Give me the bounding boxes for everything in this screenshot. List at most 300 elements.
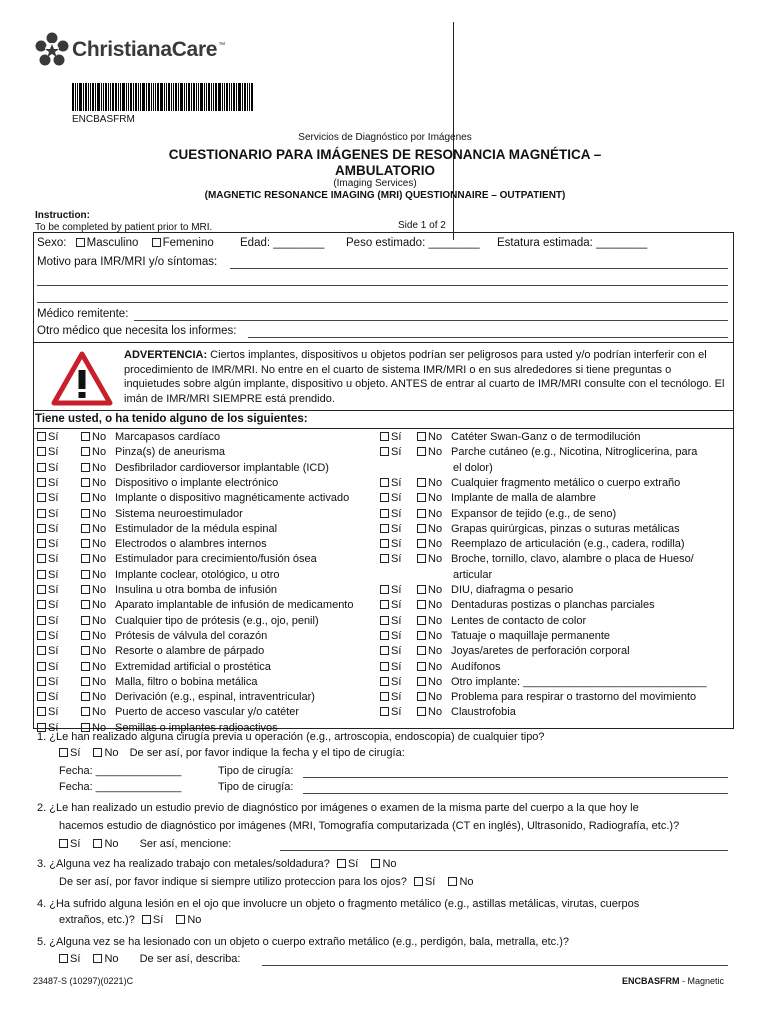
femenino-checkbox[interactable]	[152, 238, 161, 247]
no-checkbox[interactable]	[417, 677, 426, 686]
barcode-bar	[224, 83, 225, 111]
yes-label: Sí	[48, 538, 59, 551]
item-label: Derivación (e.g., espinal, intraventricular)	[115, 691, 315, 704]
q4-text: extraños, etc.)?	[59, 914, 135, 926]
no-checkbox[interactable]	[81, 493, 90, 502]
barcode-bar	[85, 83, 87, 111]
item-label: Catéter Swan-Ganz o de termodilución	[451, 431, 641, 443]
yes-checkbox[interactable]	[380, 524, 389, 533]
sex-label: Sexo:	[37, 237, 67, 249]
barcode-bar	[178, 83, 179, 111]
barcode-bar	[79, 83, 82, 111]
barcode-bar	[105, 83, 107, 111]
question-5-answer	[59, 953, 240, 965]
q3b-yes-checkbox[interactable]	[414, 877, 423, 886]
checklist-item	[37, 477, 278, 491]
item-label: Electrodos o alambres internos	[115, 538, 267, 551]
no-label: No	[92, 476, 107, 489]
no-label: No	[92, 660, 107, 673]
no-label: No	[92, 538, 107, 551]
yes-checkbox[interactable]	[380, 662, 389, 671]
no-label: No	[92, 675, 107, 688]
yes-label: Sí	[391, 629, 402, 642]
q1-no-label: No	[104, 747, 119, 759]
item-label: DIU, diafragma o pesario	[451, 584, 574, 596]
question-5: 5. ¿Alguna vez se ha lesionado con un objeto o cuerpo extraño metálico (e.g., perdigón, bala, metralla, etc.)?	[37, 936, 569, 948]
item-label: Grapas quirúrgicas, pinzas o suturas metálicas	[451, 522, 680, 535]
item-label: Sistema neuroestimulador	[115, 507, 243, 520]
no-checkbox[interactable]	[81, 554, 90, 563]
yes-label: Sí	[391, 492, 402, 505]
yes-checkbox[interactable]	[380, 677, 389, 686]
yes-checkbox[interactable]	[37, 585, 46, 594]
no-checkbox[interactable]	[417, 662, 426, 671]
no-label: No	[92, 568, 107, 581]
checklist-item	[380, 508, 616, 522]
checklist-item	[37, 676, 257, 690]
other-physician-field[interactable]	[248, 337, 728, 338]
no-label: No	[428, 522, 443, 535]
item-label: Puerto de acceso vascular y/o catéter	[115, 706, 300, 719]
question-4-line1: 4. ¿Ha sufrido alguna lesión en el ojo que involucre un objeto o fragmento metálico (e.g., astillas metálicas, virutas, cuerpos	[37, 898, 640, 910]
yes-checkbox[interactable]	[37, 646, 46, 655]
item-label: Parche cutáneo (e.g., Nicotina, Nitroglicerina, para	[451, 446, 698, 459]
q3b-yes-label: Sí	[424, 876, 436, 888]
checklist-item	[37, 584, 277, 598]
barcode-bar	[166, 83, 167, 111]
yes-checkbox[interactable]	[380, 631, 389, 640]
item-label: Reemplazo de articulación (e.g., cadera, rodilla)	[451, 538, 685, 551]
no-checkbox[interactable]	[417, 585, 426, 594]
yes-label: Sí	[391, 691, 402, 704]
yes-checkbox[interactable]	[380, 692, 389, 701]
surgery-type-field-2[interactable]	[303, 793, 728, 794]
reason-line-2[interactable]	[37, 285, 728, 286]
yes-checkbox[interactable]	[37, 692, 46, 701]
yes-checkbox[interactable]	[37, 539, 46, 548]
no-label: No	[428, 675, 443, 688]
no-label: No	[428, 492, 443, 505]
q5-describe-field[interactable]	[262, 965, 728, 966]
yes-checkbox[interactable]	[37, 432, 46, 441]
yes-label: Sí	[48, 553, 59, 566]
yes-checkbox[interactable]	[380, 707, 389, 716]
yes-checkbox[interactable]	[37, 554, 46, 563]
side-indicator: Side 1 of 2	[398, 220, 446, 231]
checklist-item	[380, 538, 685, 552]
item-label: Aparato implantable de infusión de medicamento	[115, 599, 354, 612]
surgery-type-label-1: Tipo de cirugía:	[218, 765, 294, 777]
q2-yes-checkbox[interactable]	[59, 839, 68, 848]
yes-label: Sí	[48, 492, 59, 505]
yes-label: Sí	[391, 599, 402, 612]
no-checkbox[interactable]	[417, 707, 426, 716]
item-label: Lentes de contacto de color	[451, 614, 587, 627]
barcode-bar	[233, 83, 235, 111]
yes-label: Sí	[48, 691, 59, 704]
question-1: 1. ¿Le han realizado alguna cirugía previa u operación (e.g., artroscopia, endoscopia) de cualquier tipo?	[37, 731, 545, 743]
no-checkbox[interactable]	[81, 707, 90, 716]
warning-text	[124, 348, 729, 406]
no-label: No	[428, 446, 443, 459]
barcode-bar	[101, 83, 102, 111]
yes-checkbox[interactable]	[37, 463, 46, 472]
barcode-bar	[168, 83, 170, 111]
barcode-bar	[204, 83, 205, 111]
q4-yes-label: Sí	[152, 914, 164, 926]
checklist-item	[380, 630, 610, 644]
no-label: No	[428, 629, 443, 642]
barcode-bar	[188, 83, 190, 111]
no-label: No	[92, 645, 107, 658]
barcode-bar	[249, 83, 250, 111]
yes-checkbox[interactable]	[380, 478, 389, 487]
item-label: Cualquier fragmento metálico o cuerpo extraño	[451, 476, 681, 489]
height-field[interactable]: Estatura estimada: ________	[497, 237, 648, 249]
no-checkbox[interactable]	[81, 692, 90, 701]
weight-field[interactable]: Peso estimado: ________	[346, 237, 480, 249]
item-label: Desfibrilador cardioversor implantable (ICD)	[115, 461, 329, 474]
no-label: No	[92, 492, 107, 505]
reason-line-1[interactable]	[230, 268, 728, 269]
no-label: No	[92, 614, 107, 627]
separator	[33, 342, 734, 343]
q3-no-label: No	[382, 858, 397, 870]
no-checkbox[interactable]	[417, 509, 426, 518]
item-label: Problema para respirar o trastorno del movimiento	[451, 691, 697, 704]
instruction-label: Instruction:	[35, 210, 90, 221]
yes-checkbox[interactable]	[37, 616, 46, 625]
yes-checkbox[interactable]	[37, 447, 46, 456]
yes-label: Sí	[48, 476, 59, 489]
question-1-answer	[59, 747, 405, 759]
no-checkbox[interactable]	[417, 600, 426, 609]
checklist-item	[37, 691, 315, 705]
no-label: No	[428, 431, 443, 443]
q5-no-label: No	[104, 953, 119, 965]
checklist-item	[380, 691, 696, 705]
referring-physician-field[interactable]	[134, 320, 728, 321]
yes-label: Sí	[48, 584, 59, 596]
barcode-bar	[142, 83, 145, 111]
yes-checkbox[interactable]	[380, 493, 389, 502]
checklist-item	[37, 569, 279, 583]
checklist-item	[380, 492, 596, 506]
barcode-bar	[128, 83, 129, 111]
no-label: No	[428, 614, 443, 627]
barcode-bar	[244, 83, 246, 111]
item-label: Implante coclear, otológico, u otro	[115, 568, 280, 581]
yes-checkbox[interactable]	[380, 554, 389, 563]
no-label: No	[92, 706, 107, 719]
no-label: No	[428, 584, 443, 596]
yes-checkbox[interactable]	[380, 585, 389, 594]
q1-follow-up: De ser así, por favor indique la fecha y el tipo de cirugía:	[129, 747, 405, 759]
yes-checkbox[interactable]	[380, 447, 389, 456]
no-checkbox[interactable]	[81, 447, 90, 456]
no-label: No	[428, 553, 443, 566]
barcode-bar	[184, 83, 185, 111]
yes-label: Sí	[48, 614, 59, 627]
checklist-item	[37, 446, 225, 460]
no-checkbox[interactable]	[417, 646, 426, 655]
q4-no-checkbox[interactable]	[176, 915, 185, 924]
barcode-bar	[148, 83, 150, 111]
barcode-bar	[77, 83, 78, 111]
barcode-bar	[238, 83, 241, 111]
no-label: No	[428, 476, 443, 489]
q3-no-checkbox[interactable]	[371, 859, 380, 868]
yes-checkbox[interactable]	[380, 432, 389, 441]
no-checkbox[interactable]	[81, 463, 90, 472]
separator	[33, 428, 734, 429]
barcode-bar	[193, 83, 195, 111]
barcode-bar	[90, 83, 91, 111]
question-2-line1: 2. ¿Le han realizado un estudio previo de diagnóstico por imágenes o examen de la misma parte del cuerpo a la que hoy le	[37, 802, 639, 814]
yes-checkbox[interactable]	[37, 662, 46, 671]
barcode-bar	[200, 83, 203, 111]
form-id-suffix: - Magnetic	[679, 976, 725, 986]
checklist-heading: Tiene usted, o ha tenido alguno de los siguientes:	[35, 413, 308, 425]
checklist-item	[37, 599, 353, 613]
yes-checkbox[interactable]	[37, 524, 46, 533]
no-checkbox[interactable]	[81, 646, 90, 655]
no-checkbox[interactable]	[417, 447, 426, 456]
no-checkbox[interactable]	[81, 570, 90, 579]
barcode-bar	[122, 83, 125, 111]
item-label: Dentaduras postizas o planchas parciales	[451, 599, 655, 612]
form-id	[622, 976, 724, 986]
surgery-date-1[interactable]: Fecha: ______________	[59, 765, 182, 777]
q2-no-checkbox[interactable]	[93, 839, 102, 848]
barcode-bar	[135, 83, 137, 111]
barcode-bar	[88, 83, 89, 111]
barcode-bar	[247, 83, 248, 111]
checklist-item	[37, 615, 319, 629]
checklist-item	[380, 477, 680, 491]
barcode-bar	[95, 83, 96, 111]
header-divider	[453, 22, 454, 240]
q2-no-label: No	[104, 838, 119, 850]
surgery-type-field-1[interactable]	[303, 777, 728, 778]
yes-checkbox[interactable]	[380, 616, 389, 625]
barcode-bar	[164, 83, 165, 111]
barcode-bar	[160, 83, 163, 111]
item-label: Malla, filtro o bobina metálica	[115, 675, 258, 688]
yes-checkbox[interactable]	[37, 677, 46, 686]
q3-yes-checkbox[interactable]	[337, 859, 346, 868]
yes-label: Sí	[391, 538, 402, 551]
yes-label: Sí	[391, 614, 402, 627]
yes-checkbox[interactable]	[37, 493, 46, 502]
no-label: No	[428, 706, 443, 719]
yes-label: Sí	[48, 507, 59, 520]
yes-checkbox[interactable]	[37, 478, 46, 487]
no-label: No	[92, 629, 107, 642]
no-checkbox[interactable]	[81, 478, 90, 487]
no-checkbox[interactable]	[417, 493, 426, 502]
checklist-item	[37, 553, 317, 567]
no-label: No	[428, 660, 443, 673]
item-label: Prótesis de válvula del corazón	[115, 629, 268, 642]
no-checkbox[interactable]	[417, 692, 426, 701]
yes-label: Sí	[48, 522, 59, 535]
yes-checkbox[interactable]	[380, 509, 389, 518]
yes-checkbox[interactable]	[37, 707, 46, 716]
item-label: Broche, tornillo, clavo, alambre o placa de Hueso/	[451, 553, 694, 566]
checklist-item-continuation	[380, 462, 493, 476]
reason-line-3[interactable]	[37, 302, 728, 303]
yes-label: Sí	[48, 721, 59, 734]
logo-wordmark: ChristianaCare	[72, 38, 218, 61]
age-field[interactable]: Edad: ________	[240, 237, 325, 249]
checklist-item	[37, 523, 277, 537]
q2-mention-field[interactable]	[280, 850, 728, 851]
no-checkbox[interactable]	[417, 539, 426, 548]
star-logo-icon	[34, 32, 70, 68]
q4-yes-checkbox[interactable]	[142, 915, 151, 924]
question-4-line2	[59, 914, 201, 926]
referring-physician-label: Médico remitente:	[37, 308, 129, 320]
item-label: Dispositivo o implante electrónico	[115, 476, 279, 489]
q1-yes-checkbox[interactable]	[59, 748, 68, 757]
yes-checkbox[interactable]	[380, 539, 389, 548]
barcode-bar	[171, 83, 172, 111]
yes-checkbox[interactable]	[380, 646, 389, 655]
yes-label: Sí	[391, 553, 402, 566]
no-checkbox[interactable]	[417, 616, 426, 625]
q5-yes-checkbox[interactable]	[59, 954, 68, 963]
yes-label: Sí	[391, 446, 402, 459]
item-label: Joyas/aretes de perforación corporal	[451, 645, 630, 658]
barcode-bar	[75, 83, 76, 111]
barcode-bar	[173, 83, 174, 111]
q5-no-checkbox[interactable]	[93, 954, 102, 963]
no-checkbox[interactable]	[81, 662, 90, 671]
barcode-bar	[126, 83, 127, 111]
item-label: Extremidad artificial o prostética	[115, 660, 271, 673]
barcode-bar	[251, 83, 253, 111]
item-label: Estimulador para crecimiento/fusión ósea	[115, 553, 317, 566]
warning-body: Ciertos implantes, dispositivos u objetos podrían ser peligrosos para usted y/o podrían interferir con el procedimiento de IMR/MRI. No entre en el cuarto de sistema IMR/MRI o en sus alrededores si tiene preguntas o inquietudes sobre algún implante, dispositivo u objeto. ANTES de entrar al cuarto de IMR/MRI consulte con el tecnólogo. El imán de IMR/MRI SIEMPRE está prendido.	[124, 349, 725, 405]
no-checkbox[interactable]	[417, 554, 426, 563]
checklist-item	[380, 431, 641, 445]
yes-label: Sí	[391, 706, 402, 719]
no-checkbox[interactable]	[417, 524, 426, 533]
barcode-bar	[83, 83, 84, 111]
no-checkbox[interactable]	[417, 478, 426, 487]
no-checkbox[interactable]	[81, 616, 90, 625]
yes-checkbox[interactable]	[37, 631, 46, 640]
q3-follow-text: De ser así, por favor indique si siempre utilizo proteccion para los ojos?	[59, 876, 407, 888]
department-name: Servicios de Diagnóstico por Imágenes	[298, 132, 472, 143]
no-label: No	[92, 721, 107, 734]
item-label: Cualquier tipo de prótesis (e.g., ojo, penil)	[115, 614, 319, 627]
question-2-line2: hacemos estudio de diagnóstico por imágenes (MRI, Tomografía computarizada (CT en inglés), Ultrasonido, Radiografía, etc.)?	[59, 820, 680, 832]
no-checkbox[interactable]	[81, 677, 90, 686]
barcode	[72, 83, 296, 111]
item-label: Audífonos	[451, 660, 501, 673]
no-checkbox[interactable]	[81, 432, 90, 441]
checklist-item	[37, 538, 267, 552]
checklist-item	[380, 645, 630, 659]
checklist-item	[380, 523, 680, 537]
question-3	[37, 858, 397, 870]
checklist-item	[380, 553, 694, 567]
no-label: No	[428, 538, 443, 551]
question-3-follow	[59, 876, 474, 888]
q4-no-label: No	[187, 914, 202, 926]
q5-yes-label: Sí	[70, 953, 81, 965]
item-label: Marcapasos cardíaco	[115, 431, 221, 443]
no-checkbox[interactable]	[81, 539, 90, 548]
no-checkbox[interactable]	[81, 585, 90, 594]
barcode-bar	[133, 83, 134, 111]
yes-label: Sí	[48, 645, 59, 658]
barcode-bar	[218, 83, 221, 111]
instruction-text: To be completed by patient prior to MRI.	[35, 222, 213, 233]
warning-label: ADVERTENCIA:	[124, 349, 208, 361]
no-checkbox[interactable]	[81, 631, 90, 640]
yes-label: Sí	[48, 629, 59, 642]
item-label: Pinza(s) de aneurisma	[115, 446, 226, 459]
checklist-item	[37, 508, 243, 522]
barcode-label: ENCBASFRM	[72, 114, 135, 125]
barcode-bar	[130, 83, 132, 111]
item-label: Implante o dispositivo magnéticamente activado	[115, 492, 350, 505]
q3-yes-label: Sí	[347, 858, 359, 870]
no-label: No	[92, 522, 107, 535]
no-checkbox[interactable]	[417, 432, 426, 441]
checklist-item	[380, 661, 501, 675]
barcode-bar	[97, 83, 100, 111]
yes-checkbox[interactable]	[37, 570, 46, 579]
no-label: No	[428, 599, 443, 612]
yes-label: Sí	[48, 660, 59, 673]
checklist-item	[380, 599, 655, 613]
masculino-checkbox[interactable]	[76, 238, 85, 247]
yes-checkbox[interactable]	[37, 509, 46, 518]
surgery-date-2[interactable]: Fecha: ______________	[59, 781, 182, 793]
barcode-bar	[153, 83, 154, 111]
checklist-item	[380, 446, 697, 460]
barcode-bar	[110, 83, 111, 111]
yes-label: Sí	[391, 522, 402, 535]
barcode-bar	[215, 83, 217, 111]
no-checkbox[interactable]	[81, 600, 90, 609]
checklist-item	[380, 706, 516, 720]
yes-checkbox[interactable]	[37, 600, 46, 609]
surgery-type-label-2: Tipo de cirugía:	[218, 781, 294, 793]
q5-follow-up: De ser así, describa:	[139, 953, 241, 965]
barcode-bar	[138, 83, 139, 111]
yes-label: Sí	[48, 568, 59, 581]
checklist-item	[37, 630, 267, 644]
no-checkbox[interactable]	[81, 509, 90, 518]
no-checkbox[interactable]	[81, 524, 90, 533]
barcode-bar	[213, 83, 214, 111]
barcode-bar	[120, 83, 121, 111]
checklist-item	[37, 661, 271, 675]
yes-checkbox[interactable]	[380, 600, 389, 609]
no-checkbox[interactable]	[417, 631, 426, 640]
barcode-bar	[155, 83, 156, 111]
no-label: No	[428, 507, 443, 520]
yes-label: Sí	[48, 446, 59, 459]
q3b-no-checkbox[interactable]	[448, 877, 457, 886]
q1-no-checkbox[interactable]	[93, 748, 102, 757]
barcode-bar	[175, 83, 177, 111]
